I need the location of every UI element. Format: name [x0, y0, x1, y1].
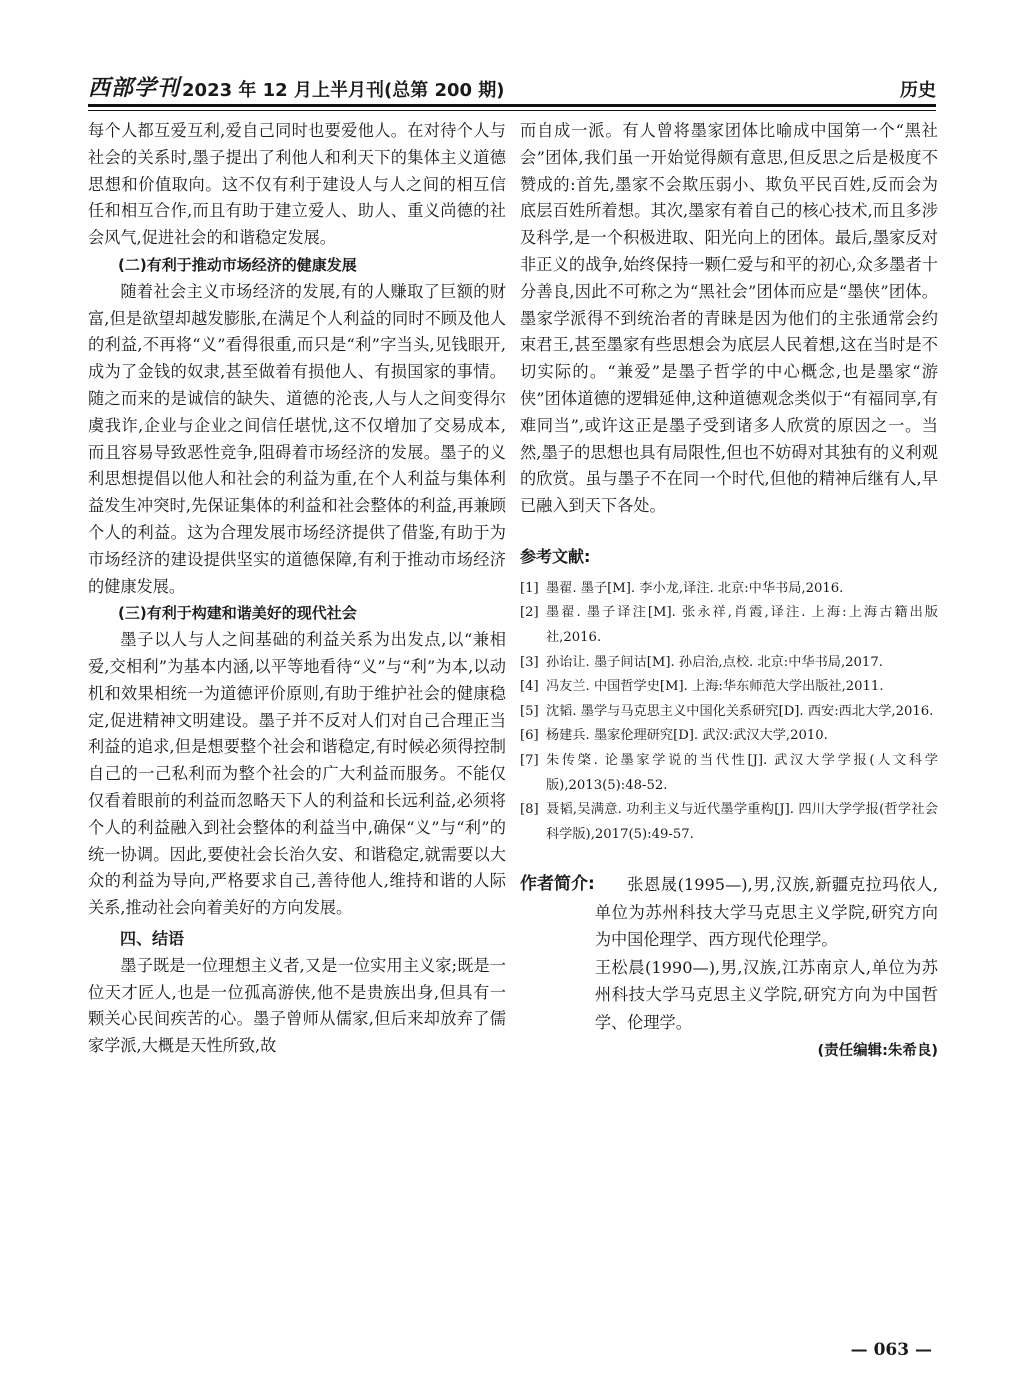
reference-number: [5]: [520, 703, 539, 719]
journal-logo: 西部学刊: [88, 75, 181, 101]
reference-text: 墨翟. 墨子译注[M]. 张永祥,肖霞,译注. 上海:上海古籍出版社,2016.: [546, 605, 938, 645]
reference-number: [7]: [520, 752, 539, 768]
page-number: — 063 —: [850, 1340, 932, 1360]
subsection-heading: (二)有利于推动市场经济的健康发展: [118, 255, 357, 274]
reference-item: [520, 749, 938, 798]
reference-number: [6]: [520, 728, 539, 744]
reference-item: [520, 651, 938, 676]
author-info-label: 作者简介:: [520, 874, 595, 895]
section-heading: 四、结语: [120, 928, 185, 948]
header-rule-thick: [88, 104, 936, 107]
reference-item: [520, 577, 938, 602]
reference-text: 朱传棨. 论墨家学说的当代性[J]. 武汉大学学报(人文科学版),2013(5):48-52.: [546, 752, 938, 793]
reference-list: [520, 577, 938, 848]
page-header: [88, 68, 936, 102]
reference-text: 沈韬. 墨学与马克思主义中国化关系研究[D]. 西安:西北大学,2016.: [546, 703, 934, 719]
reference-item: [520, 798, 938, 847]
journal-masthead: [88, 71, 505, 102]
reference-text: 墨翟. 墨子[M]. 李小龙,译注. 北京:中华书局,2016.: [546, 580, 844, 596]
author-bio: 张恩晟(1995—),男,汉族,新疆克拉玛依人,单位为苏州科技大学马克思主义学院,研究方向为中国伦理学、西方现代伦理学。: [594, 875, 938, 950]
paragraph: 而自成一派。有人曾将墨家团体比喻成中国第一个“黑社会”团体,我们虽一开始觉得颇有意思,但反思之后是极度不赞成的:首先,墨家不会欺压弱小、欺负平民百姓,反而会为底层百姓所着想。其次,墨家有着自己的核心技术,而且多涉及科学,是一个积极进取、阳光向上的团体。最后,墨家反对非正义的战争,始终保持一颗仁爱与和平的初心,众多墨者十分善良,因此不可称之为“黑社会”团体而应是“墨侠”团体。墨家学派得不到统治者的青睐是因为他们的主张通常会约束君王,甚至墨家有些思想会为底层人民着想,这在当时是不切实际的。“兼爱”是墨子哲学的中心概念,也是墨家“游侠”团体道德的逻辑延伸,这种道德观念类似于“有福同享,有难同当”,或许这正是墨子受到诸多人欣赏的原因之一。当然,墨子的思想也具有局限性,但也不妨碍对其独有的义利观的欣赏。虽与墨子不在同一个时代,但他的精神后继有人,早已融入到天下各处。: [520, 121, 938, 516]
right-column: [520, 118, 938, 1065]
references-title: 参考文献:: [520, 546, 591, 566]
reference-number: [2]: [520, 605, 539, 621]
reference-item: [520, 724, 938, 749]
author-info: [520, 871, 938, 1036]
reference-item: [520, 601, 938, 650]
reference-text: 孙诒让. 墨子间诂[M]. 孙启治,点校. 北京:中华书局,2017.: [546, 654, 883, 670]
author-info-body: [595, 871, 938, 1036]
author-bio: 王松晨(1990—),男,汉族,江苏南京人,单位为苏州科技大学马克思主义学院,研究方向为中国哲学、伦理学。: [594, 957, 938, 1032]
issue-info: 2023 年 12 月上半月刊(总第 200 期): [182, 80, 505, 101]
reference-text: 冯友兰. 中国哲学史[M]. 上海:华东师范大学出版社,2011.: [546, 679, 884, 695]
header-rule-thin: [88, 110, 936, 111]
responsible-editor: (责任编辑:朱希良): [817, 1043, 938, 1060]
paragraph: 墨子既是一位理想主义者,又是一位实用主义家;既是一位天才匠人,也是一位孤高游侠,他不是贵族出身,但具有一颗关心民间疾苦的心。墨子曾师从儒家,但后来却放弃了儒家学派,大概是天性所致,故: [88, 955, 506, 1056]
reference-text: 杨建兵. 墨家伦理研究[D]. 武汉:武汉大学,2010.: [546, 728, 828, 744]
paragraph: 每个人都互爱互利,爱自己同时也要爱他人。在对待个人与社会的关系时,墨子提出了利他人和利天下的集体主义道德思想和价值取向。这不仅有利于建设人与人之间的相互信任和相互合作,而且有助于建立爱人、助人、重义尚德的社会风气,促进社会的和谐稳定发展。: [88, 121, 506, 248]
paragraph: 随着社会主义市场经济的发展,有的人赚取了巨额的财富,但是欲望却越发膨胀,在满足个人利益的同时不顾及他人的利益,不再将“义”看得很重,而只是“利”字当头,见钱眼开,成为了金钱的奴隶,甚至做着有损他人、有损国家的事情。随之而来的是诚信的缺失、道德的沦丧,人与人之间变得尔虞我诈,企业与企业之间信任堪忧,这不仅增加了交易成本,而且容易导致恶性竞争,阻碍着市场经济的发展。墨子的义利思想提倡以他人和社会的利益为重,在个人利益与集体利益发生冲突时,先保证集体的利益和社会整体的利益,再兼顾个人的利益。这为合理发展市场经济提供了借鉴,有助于为市场经济的建设提供坚实的道德保障,有利于推动市场经济的健康发展。: [88, 281, 506, 596]
reference-number: [1]: [520, 580, 539, 596]
reference-item: [520, 675, 938, 700]
paragraph: 墨子以人与人之间基础的利益关系为出发点,以“兼相爱,交相利”为基本内涵,以平等地看待“义”与“利”为本,以动机和效果相统一为道德评价原则,有助于维护社会的健康稳定,促进精神文明建设。墨子并不反对人们对自己合理正当利益的追求,但是想要整个社会和谐稳定,有时候必须得控制自己的一己私利而为整个社会的广大利益而服务。不能仅仅看着眼前的利益而忽略天下人的利益和长远利益,必须将个人的利益融入到社会整体的利益当中,确保“义”与“利”的统一协调。因此,要使社会长治久安、和谐稳定,就需要以大众的利益为导向,严格要求自己,善待他人,维持和谐的人际关系,推动社会向着美好的方向发展。: [88, 630, 506, 918]
reference-number: [4]: [520, 679, 539, 695]
left-column: [88, 118, 506, 1060]
reference-number: [3]: [520, 654, 539, 670]
reference-number: [8]: [520, 802, 539, 818]
section-title: 历史: [900, 80, 936, 101]
reference-item: [520, 700, 938, 725]
subsection-heading: (三)有利于构建和谐美好的现代社会: [118, 604, 357, 623]
reference-text: 聂韬,吴满意. 功利主义与近代墨学重构[J]. 四川大学学报(哲学社会科学版),2017(5):49-57.: [546, 802, 938, 842]
